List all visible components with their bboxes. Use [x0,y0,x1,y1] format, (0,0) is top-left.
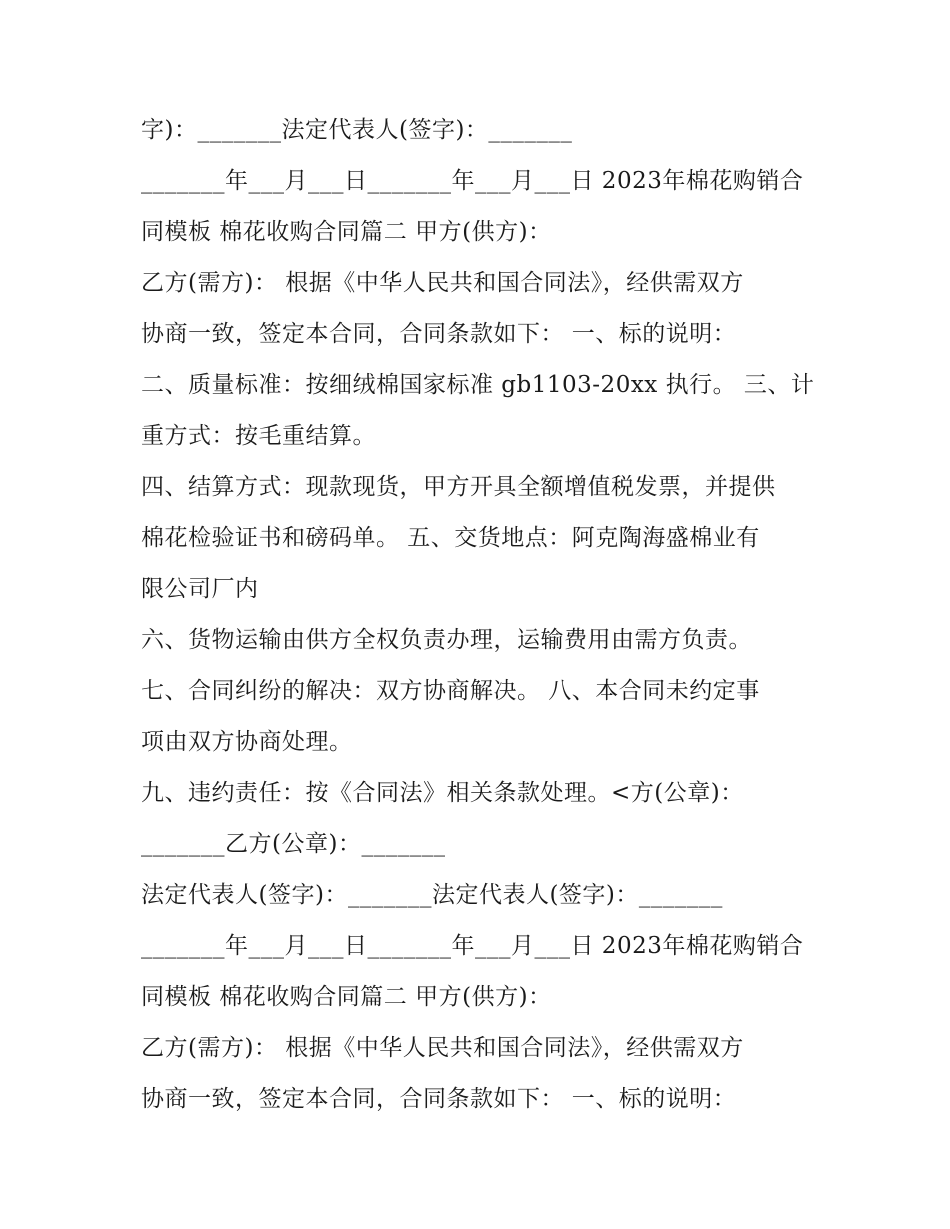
text-line: _______年___月___日_______年___月___日 2023年棉花购销合 [141,168,804,194]
text-line: 限公司厂内 [141,576,259,602]
text-line: 二、质量标准：按细绒棉国家标准 gb1103-20xx 执行。 三、计 [141,372,815,398]
text-line: 六、货物运输由供方全权负责办理，运输费用由需方负责。 [141,627,752,653]
text-line: 项由双方协商处理。 [141,729,353,755]
text-line: 乙方(需方)： 根据《中华人民共和国合同法》，经供需双方 [141,1035,744,1061]
text-line: 四、结算方式：现款现货，甲方开具全额增值税发票，并提供 [141,474,776,500]
text-line: 协商一致，签定本合同，合同条款如下： 一、标的说明： [141,1086,737,1112]
text-line: 字)：_______法定代表人(签字)：_______ [141,117,573,143]
text-line: 同模板 棉花收购合同篇二 甲方(供方)： [141,219,552,245]
text-line: 七、合同纠纷的解决：双方协商解决。 八、本合同未约定事 [141,678,760,704]
document-body [141,105,821,1125]
text-line: _______年___月___日_______年___月___日 2023年棉花购销合 [141,933,804,959]
text-line: 乙方(需方)： 根据《中华人民共和国合同法》，经供需双方 [141,270,744,296]
text-line: _______乙方(公章)：_______ [141,831,446,857]
text-line: 法定代表人(签字)：_______法定代表人(签字)：_______ [141,882,723,908]
text-line: 重方式：按毛重结算。 [141,423,376,449]
text-line: 棉花检验证书和磅码单。 五、交货地点：阿克陶海盛棉业有 [141,525,760,551]
text-line: 九、违约责任：按《合同法》相关条款处理。<方(公章)： [141,780,744,806]
text-line: 同模板 棉花收购合同篇二 甲方(供方)： [141,984,552,1010]
text-line: 协商一致，签定本合同，合同条款如下： 一、标的说明： [141,321,737,347]
